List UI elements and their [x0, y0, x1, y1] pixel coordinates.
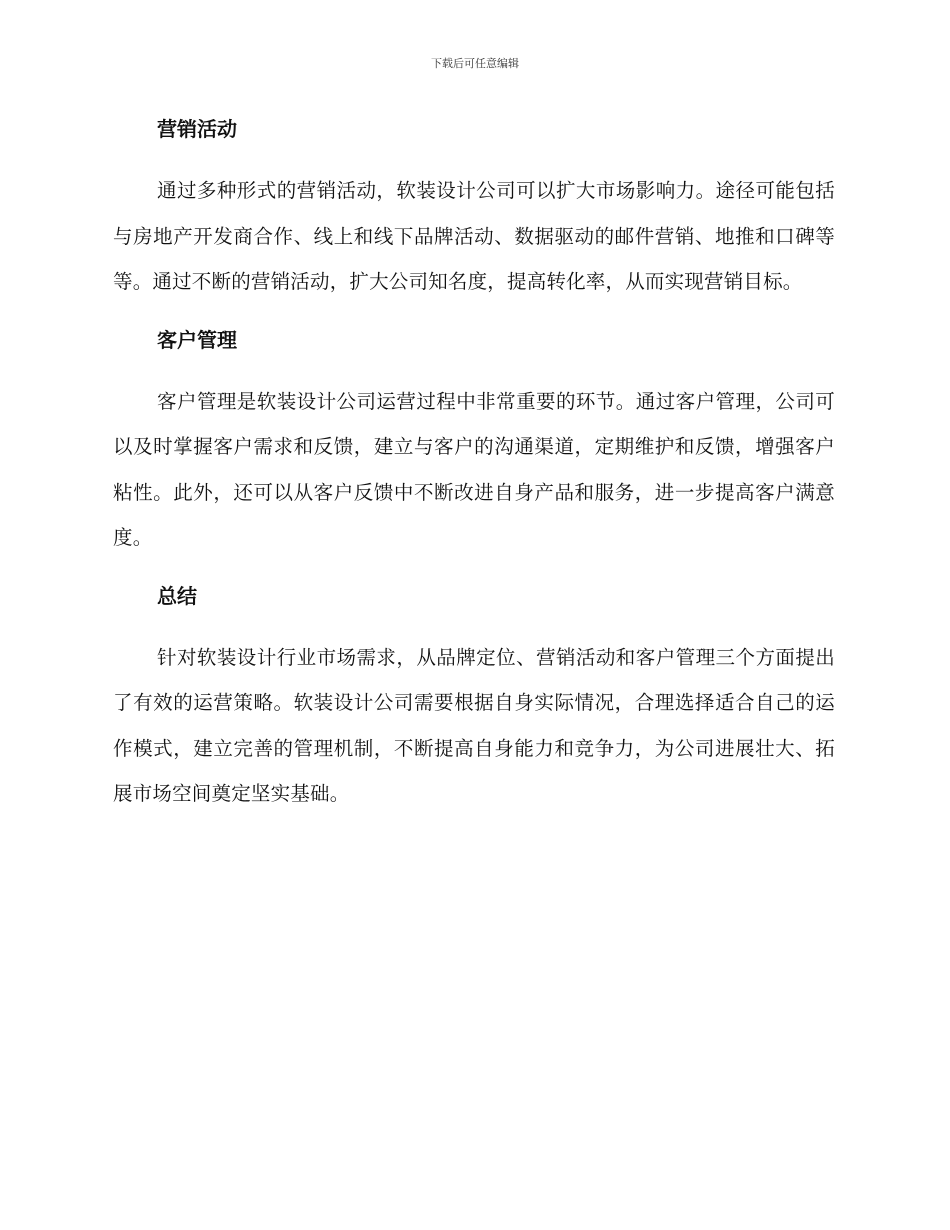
section-paragraph-marketing-activities: 通过多种形式的营销活动，软装设计公司可以扩大市场影响力。途径可能包括与房地产开发商合作、线上和线下品牌活动、数据驱动的邮件营销、地推和口碑等等。通过不断的营销活动，扩大公司知名度，提高转化率，从而实现营销目标。: [113, 179, 835, 293]
section-heading-summary: 总结: [157, 583, 197, 608]
section-heading-customer-management: 客户管理: [157, 327, 237, 352]
page-header-note: 下载后可任意编辑: [431, 57, 519, 70]
document-body: [113, 112, 835, 817]
section-paragraph-summary: 针对软装设计行业市场需求，从品牌定位、营销活动和客户管理三个方面提出了有效的运营策略。软装设计公司需要根据自身实际情况，合理选择适合自己的运作模式，建立完善的管理机制，不断提高自身能力和竞争力，为公司进展壮大、拓展市场空间奠定坚实基础。: [113, 645, 835, 805]
section-paragraph-customer-management: 客户管理是软装设计公司运营过程中非常重要的环节。通过客户管理，公司可以及时掌握客户需求和反馈，建立与客户的沟通渠道，定期维护和反馈，增强客户粘性。此外，还可以从客户反馈中不断改进自身产品和服务，进一步提高客户满意度。: [113, 389, 835, 549]
section-heading-marketing-activities: 营销活动: [157, 117, 237, 141]
